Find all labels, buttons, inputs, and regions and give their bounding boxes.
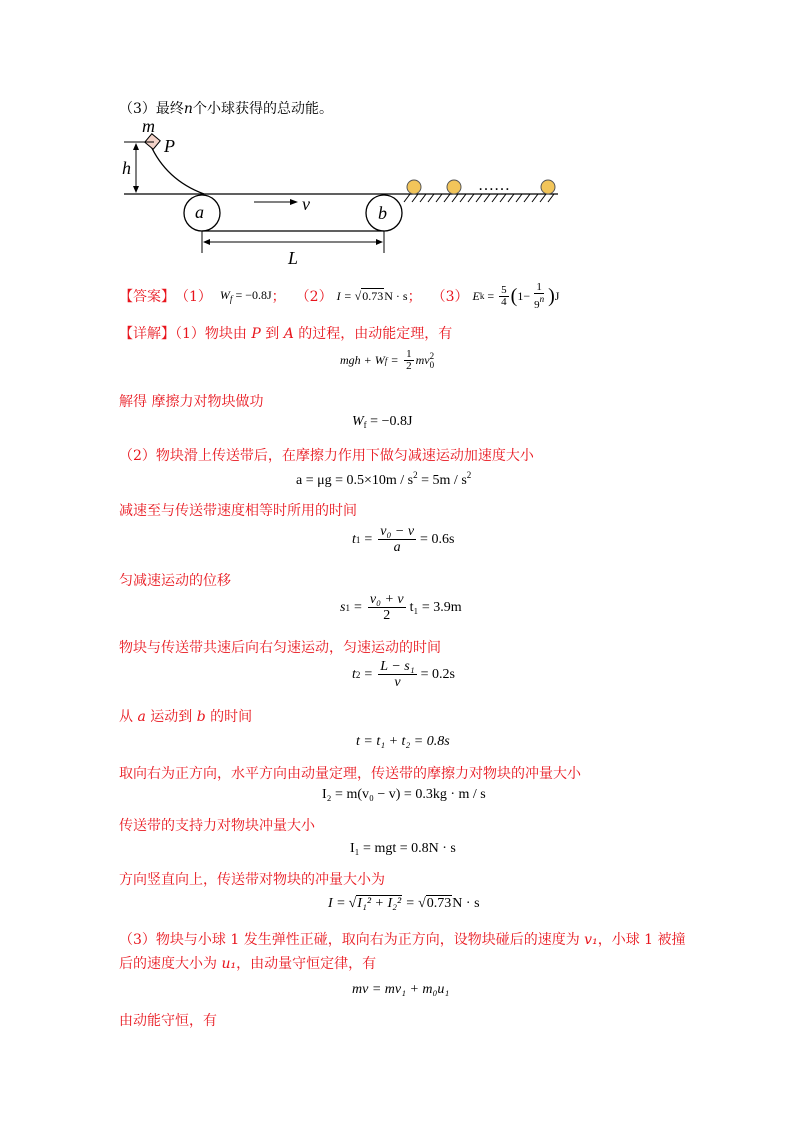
equation-8: I₂ = m(v₀ − v) = 0.3kg · m / s: [322, 787, 486, 802]
answer-line: [119, 280, 559, 312]
answer-part3: （3）: [431, 289, 469, 305]
ellipsis-label: ……: [478, 177, 510, 194]
detail-line-2: 解得 摩擦力对物块做功: [119, 394, 264, 410]
detail-line-9: 传送带的支持力对物块冲量大小: [119, 818, 315, 834]
h-arrow-up: [133, 143, 139, 150]
detail-line-6: 物块与传送带共速后向右匀速运动，匀速运动的时间: [119, 640, 441, 656]
detail-line-4: 减速至与传送带速度相等时所用的时间: [119, 503, 357, 519]
equation-5: s 1 = $\frac{\text{v₀ + v}}{2}$ t₁ = 3.9m: [340, 592, 462, 623]
equation-10: I = √I₁² + I₂² = √0.73 N · s: [328, 896, 480, 911]
equation-7: t = t₁ + t₂ = 0.8s: [356, 734, 450, 749]
question-line: [119, 98, 333, 118]
equation-4: t 1 = $\frac{\text{v₀ − v}}{a}$ = 0.6s: [352, 524, 455, 555]
h-arrow-down: [133, 186, 139, 193]
answer-tag: 【答案】: [119, 289, 175, 305]
pulley-a-label: a: [195, 202, 204, 222]
answer2-eq: I = √0.73N · s: [336, 288, 408, 303]
answer3-eq: E k = $\frac{5}{4}$ ( 1− $\frac{1}{9^n}$ ) J: [472, 280, 560, 311]
question-label: （3）最终: [119, 101, 184, 117]
detail-line-7: 从 a 运动到 b 的时间: [119, 709, 253, 725]
detail-line-13: 由动能守恒，有: [119, 1013, 217, 1029]
ball-n: [541, 180, 555, 194]
detail-line-3: （2）物块滑上传送带后，在摩擦力作用下做匀减速运动加速度大小: [119, 448, 534, 464]
question-n: n: [183, 101, 193, 117]
equation-2: $W_f = -0.8J$: [352, 414, 413, 430]
velocity-label: v: [302, 194, 310, 214]
l-arrow-right: [376, 239, 383, 245]
answer-sep1: ；: [271, 289, 286, 305]
equation-1: mgh + W f = $\frac{1}{2}$ mv 2 0: [340, 348, 435, 372]
length-label: L: [288, 248, 299, 268]
conveyor-diagram: [118, 118, 578, 268]
detail-line-8: 取向右为正方向，水平方向由动量定理，传送带的摩擦力对物块的冲量大小: [119, 766, 581, 782]
equation-11: mv = mv₁ + m₀u₁: [352, 982, 450, 997]
ball-2: [447, 180, 461, 194]
answer-part2: （2）: [295, 289, 333, 305]
detail-line-10: 方向竖直向上，传送带对物块的冲量大小为: [119, 872, 385, 888]
detail-line-1: 【详解】（1）物块由 P 到 A 的过程，由动能定理，有: [119, 326, 453, 342]
l-arrow-left: [203, 239, 210, 245]
answer-part1: （1）: [175, 289, 212, 305]
detail-line-5: 匀减速运动的位移: [119, 573, 231, 589]
detail-line-12: 后的速度大小为 u₁，由动量守恒定律，有: [119, 956, 377, 972]
equation-3: $a = \mu g = 0.5\times 10m / s^2 = 5m / s^2$: [296, 470, 472, 488]
height-label: h: [122, 158, 131, 178]
ground-hatch: [404, 194, 554, 202]
ball-1: [407, 180, 421, 194]
pulley-b-label: b: [378, 203, 387, 223]
point-label: P: [164, 136, 175, 156]
question-rest: 个小球获得的总动能。: [192, 101, 333, 117]
equation-9: I₁ = mgt = 0.8N · s: [350, 841, 456, 856]
mass-label: m: [142, 118, 155, 136]
ramp-curve: [150, 144, 204, 194]
answer-sep2: ；: [407, 289, 422, 305]
answer1-eq: $W_f = -0.8J$: [219, 288, 272, 304]
detail-line-11: （3）物块与小球 1 发生弹性正碰，取向右为正方向，设物块碰后的速度为 v₁，小球 1 被撞: [119, 932, 686, 948]
equation-6: t 2 = $\frac{\text{L − s₁}}{v}$ = 0.2s: [352, 659, 455, 690]
velocity-arrow-head: [290, 199, 298, 205]
